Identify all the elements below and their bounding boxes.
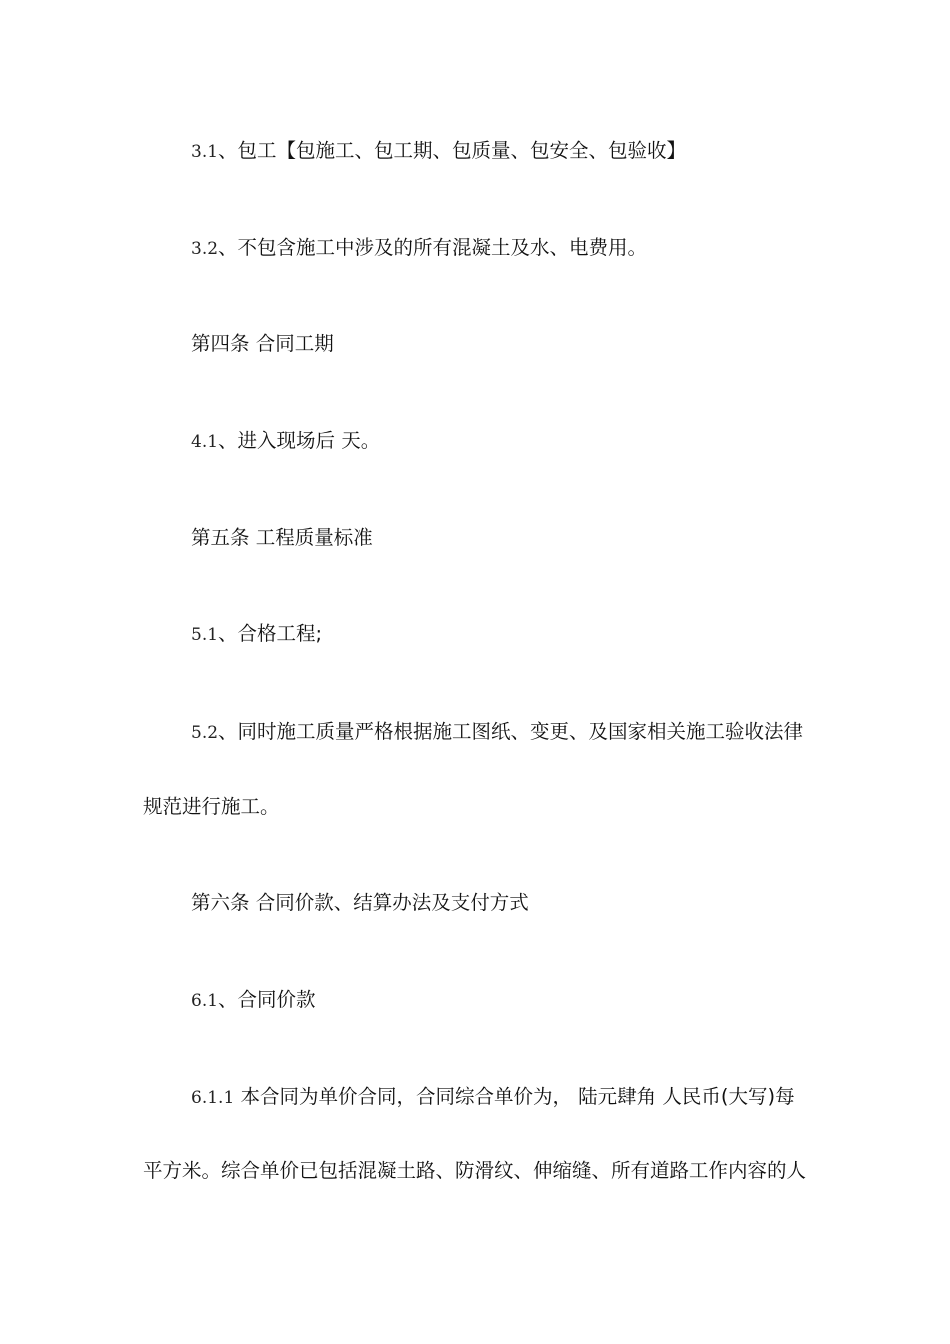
clause-text: 、合同价款: [218, 988, 316, 1011]
clause-6-1: [191, 987, 316, 1014]
clause-text: 、进入现场后 天。: [218, 429, 381, 452]
clause-number: 3.1: [191, 142, 219, 162]
clause-5-2: [191, 719, 803, 746]
heading-text: 第六条 合同价款、结算办法及支付方式: [191, 891, 529, 914]
clause-text: 平方米。综合单价已包括混凝土路、防滑纹、伸缩缝、所有道路工作内容的人: [143, 1159, 807, 1182]
clause-text: 、同时施工质量严格根据施工图纸、变更、及国家相关施工验收法律: [218, 720, 804, 743]
article-6-heading: [191, 890, 529, 916]
clause-4-1: [191, 428, 380, 455]
clause-number: 4.1: [191, 432, 219, 452]
clause-3-1: [191, 138, 686, 165]
clause-text: 规范进行施工。: [143, 795, 280, 818]
clause-number: 5.2: [191, 723, 219, 743]
clause-text: 、包工【包施工、包工期、包质量、包安全、包验收】: [218, 139, 687, 162]
clause-number: 6.1.1: [191, 1088, 235, 1108]
clause-6-1-1-continued: [143, 1158, 806, 1184]
clause-text: 本合同为单价合同，合同综合单价为， 陆元肆角 人民币(大写)每: [234, 1085, 795, 1108]
clause-text: 、不包含施工中涉及的所有混凝土及水、电费用。: [218, 236, 648, 259]
clause-6-1-1: [191, 1084, 795, 1111]
clause-number: 3.2: [191, 239, 219, 259]
clause-number: 5.1: [191, 625, 219, 645]
clause-5-2-continued: [143, 794, 280, 820]
heading-text: 第四条 合同工期: [191, 332, 334, 355]
clause-5-1: [191, 621, 322, 648]
clause-3-2: [191, 235, 647, 262]
article-4-heading: [191, 331, 334, 357]
clause-text: 、合格工程;: [218, 622, 323, 645]
article-5-heading: [191, 525, 373, 551]
heading-text: 第五条 工程质量标准: [191, 526, 373, 549]
clause-number: 6.1: [191, 991, 219, 1011]
